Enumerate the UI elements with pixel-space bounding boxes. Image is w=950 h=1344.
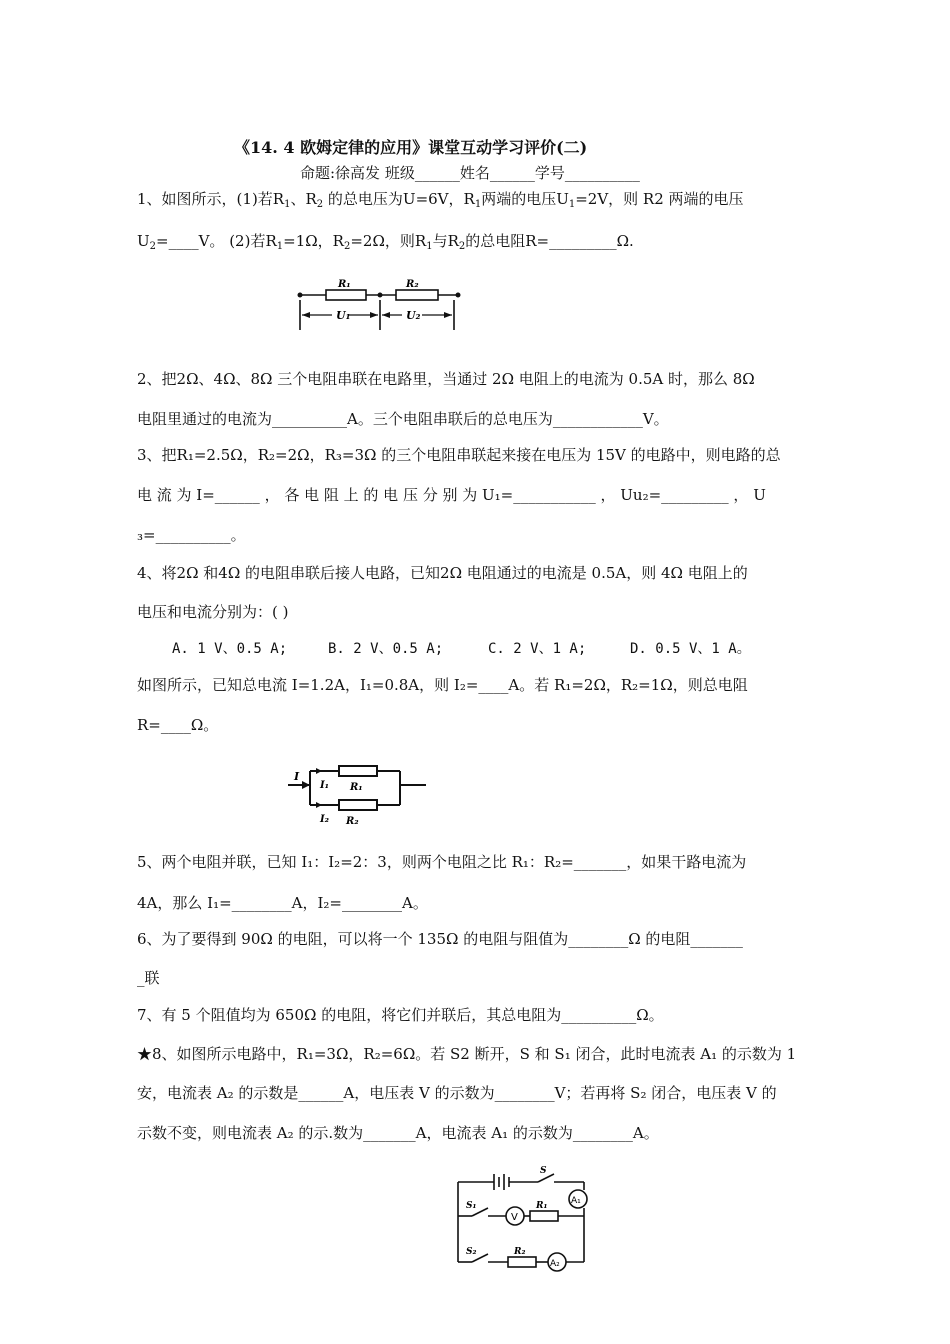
- fig3-a1-label: A₁: [571, 1196, 581, 1206]
- question-4-line-2: 电压和电流分别为：( ): [137, 603, 289, 621]
- fig3-r2-label: R₂: [514, 1247, 526, 1257]
- fig1-u2-label: U₂: [406, 309, 421, 322]
- fig3-s1-label: S₁: [466, 1201, 477, 1211]
- question-4-option-a: A. 1 V、0.5 A;: [172, 641, 288, 657]
- question-4b-line-1: 如图所示，已知总电流 I=1.2A，I₁=0.8A，则 I₂=____A。若 R₁=2Ω，R₂=1Ω，则总电阻: [137, 676, 748, 694]
- question-6-line-2: _联: [137, 969, 160, 987]
- fig3-r1-label: R₁: [536, 1201, 548, 1211]
- fig3-s2-label: S₂: [466, 1247, 477, 1257]
- fig2-i1-label: I₁: [320, 780, 330, 791]
- question-5-line-2: 4A，那么 I₁=________A，I₂=________A。: [137, 894, 428, 912]
- question-8-line-2: 安，电流表 A₂ 的示数是______A，电压表 V 的示数为________V；若再将 S₂ 闭合，电压表 V 的: [137, 1084, 777, 1102]
- question-8-line-3: 示数不变，则电流表 A₂ 的示.数为_______A，电流表 A₁ 的示数为________A。: [137, 1124, 659, 1142]
- fig1-r1-label: R₁: [338, 279, 351, 290]
- question-1-line-2: $U_2=\_\_\_\_V$。 (2)若$R_1=1\Omega$，$R_2=2\Omega$，则$R_1$与$R_2$的总电阻R=_________Ω.: [137, 232, 634, 252]
- question-5-line-1: 5、两个电阻并联，已知 I₁：I₂=2：3，则两个电阻之比 R₁：R₂=_______，如果干路电流为: [137, 853, 747, 871]
- question-4-option-c: C. 2 V、1 A;: [488, 641, 587, 657]
- question-4b-line-2: R=____Ω。: [137, 716, 219, 734]
- question-4-option-b: B. 2 V、0.5 A;: [328, 641, 444, 657]
- question-2-line-1: 2、把2Ω、4Ω、8Ω 三个电阻串联在电路里，当通过 2Ω 电阻上的电流为 0.5A 时，那么 8Ω: [137, 370, 755, 388]
- question-1-line-1: 1、如图所示，(1)若$R_1$、$R_2$ 的总电压为U=6V，$R_1$两端的电压$U_1=2V$，则 R2 两端的电压: [137, 190, 744, 210]
- fig1-r2-label: R₂: [406, 279, 419, 290]
- fig3-s-label: S: [540, 1166, 547, 1176]
- question-4-option-d: D. 0.5 V、1 A。: [630, 641, 751, 657]
- parallel-circuit-figure: [284, 764, 430, 828]
- page-title: 《14. 4 欧姆定律的应用》课堂互动学习评价(二): [234, 138, 588, 157]
- question-8-line-1: ★8、如图所示电路中，R₁=3Ω，R₂=6Ω。若 S2 断开，S 和 S₁ 闭合，此时电流表 A₁ 的示数为 1: [137, 1045, 797, 1063]
- fig2-r2-label: R₂: [346, 816, 359, 827]
- meter-circuit-figure: [452, 1164, 600, 1276]
- question-3-line-3: ₃=__________。: [137, 526, 246, 544]
- fig3-a2-label: A₂: [550, 1259, 560, 1269]
- question-7-line-1: 7、有 5 个阻值均为 650Ω 的电阻，将它们并联后，其总电阻为__________Ω。: [137, 1006, 664, 1024]
- question-6-line-1: 6、为了要得到 90Ω 的电阻，可以将一个 135Ω 的电阻与阻值为________Ω 的电阻_______: [137, 930, 743, 948]
- question-3-line-2: 电 流 为 I=______ ， 各 电 阻 上 的 电 压 分 别 为 U₁=___________ ， Uu₂=_________ ， U: [137, 486, 766, 504]
- fig2-i2-label: I₂: [320, 814, 330, 825]
- question-2-line-2: 电阻里通过的电流为__________A。三个电阻串联后的总电压为____________V。: [137, 410, 669, 428]
- series-circuit-figure: [296, 278, 466, 334]
- fig2-r1-label: R₁: [350, 782, 363, 793]
- fig1-u1-label: U₁: [336, 309, 351, 322]
- question-3-line-1: 3、把R₁=2.5Ω，R₂=2Ω，R₃=3Ω 的三个电阻串联起来接在电压为 15V 的电路中，则电路的总: [137, 446, 781, 464]
- fig3-v-label: V: [511, 1212, 518, 1223]
- question-4-line-1: 4、将2Ω 和4Ω 的电阻串联后接人电路，已知2Ω 电阻通过的电流是 0.5A，则 4Ω 电阻上的: [137, 564, 748, 582]
- fig2-i-label: I: [294, 770, 300, 783]
- page-subtitle: 命题:徐高发 班级______姓名______学号__________: [300, 164, 640, 182]
